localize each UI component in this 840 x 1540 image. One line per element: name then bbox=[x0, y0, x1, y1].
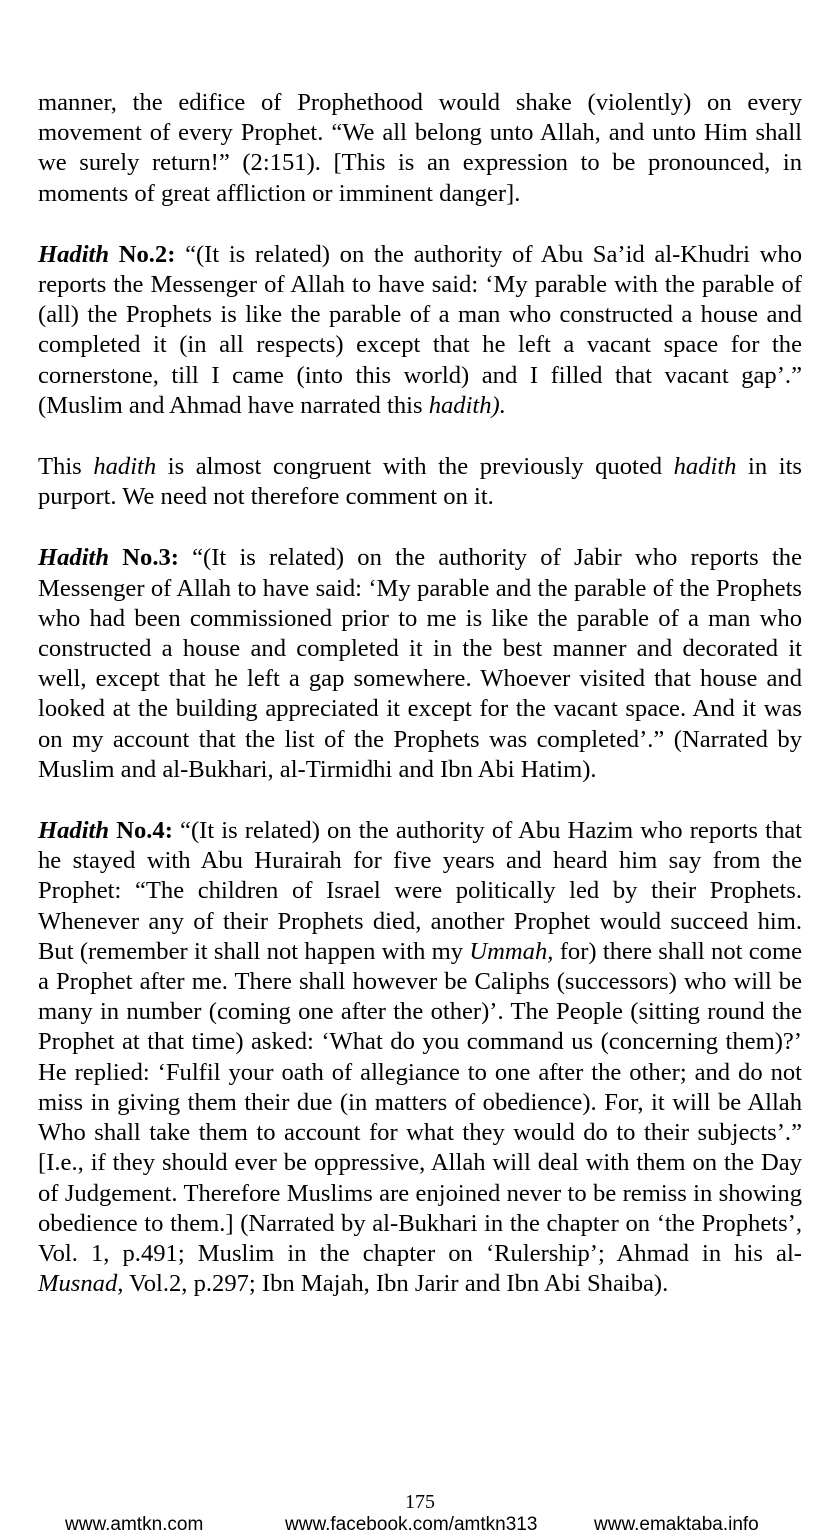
footer-link-amtkn[interactable]: www.amtkn.com bbox=[65, 1514, 204, 1535]
footer bbox=[0, 1514, 840, 1538]
paragraph-text: for) there shall not come a Prophet after me. There shall however be Caliphs (successors) who will be many in number (coming one after the other)’. The People (sitting round the Prophet at that time) asked: ‘What do you command us (concerning them)?’ He replied: ‘Fulfil your oath of allegiance to one after the other; and do not miss in giving them their due (in matters of obedience). For, it will be Allah Who shall take them to account for what they would do to their subjects’.” [I.e., if they should ever be oppressive, Allah will deal with them on the Day of Judgement. Therefore Muslims are enjoined never to be remiss in showing obedience to them.] (Narrated by al-Bukhari in the chapter on ‘the Prophets’, Vol. 1, p.491; Muslim in the chapter on ‘Rulership’; Ahmad in his al- bbox=[38, 937, 802, 1267]
italic-term: hadith). bbox=[428, 391, 506, 419]
hadith-label: Hadith bbox=[38, 240, 110, 268]
paragraph-text: “(It is related) on the authority of Abu Hazim who reports that he stayed with Abu Hurairah for five years and heard him say from the Prophet: “The children of Israel were politically led by their Prophets. Whenever any of their Prophets died, another Prophet would succeed him. But (remember it shall not happen with my bbox=[38, 817, 803, 965]
footer-link-facebook[interactable]: www.facebook.com/amtkn313 bbox=[285, 1514, 538, 1535]
paragraph-comment bbox=[38, 452, 802, 512]
italic-term: hadith bbox=[93, 453, 157, 481]
paragraph-intro bbox=[38, 88, 802, 209]
hadith-label: Hadith bbox=[38, 817, 110, 845]
paragraph-text: Vol.2, p.297; Ibn Majah, Ibn Jarir and Ibn Abi Shaiba). bbox=[123, 1270, 669, 1298]
paragraph-hadith-4 bbox=[38, 816, 802, 1299]
hadith-label: Hadith bbox=[38, 544, 110, 572]
paragraph-hadith-2 bbox=[38, 240, 802, 421]
page-number: 175 bbox=[405, 1491, 435, 1513]
italic-term: Musnad, bbox=[38, 1270, 124, 1298]
footer-link-emaktaba[interactable]: www.emaktaba.info bbox=[594, 1514, 759, 1535]
paragraph-text: in its purport. We need not therefore comment on it. bbox=[38, 453, 803, 511]
paragraph-text: This bbox=[38, 453, 94, 481]
page-body bbox=[38, 88, 802, 1330]
paragraph-text: manner, the edifice of Prophethood would shake (violently) on every movement of every Prophet. “We all belong unto Allah, and unto Him shall we surely return!” (2:151). [This is an expression to be pronounced, in moments of great affliction or imminent danger]. bbox=[38, 89, 802, 207]
hadith-number: No.3: bbox=[109, 544, 179, 572]
hadith-number: No.4: bbox=[109, 817, 173, 845]
paragraph-text: is almost congruent with the previously quoted bbox=[156, 453, 674, 481]
hadith-number: No.2: bbox=[109, 240, 176, 268]
italic-term: Ummah, bbox=[469, 937, 554, 965]
italic-term: hadith bbox=[673, 453, 737, 481]
paragraph-text: “(It is related) on the authority of Jabir who reports the Messenger of Allah to have said: ‘My parable and the parable of the Prophets who had been commissioned prior to me is like the parable of a man who constructed a house and completed it in the best manner and decorated it well, except that he left a gap somewhere. Whoever visited that house and looked at the building appreciated it except for the vacant space. And it was on my account that the list of the Prophets was completed’.” (Narrated by Muslim and al-Bukhari, al-Tirmidhi and Ibn Abi Hatim). bbox=[38, 544, 802, 783]
paragraph-text: “(It is related) on the authority of Abu Sa’id al-Khudri who reports the Messenger of Allah to have said: ‘My parable with the parable of (all) the Prophets is like the parable of a man who constructed a house and completed it (in all respects) except that he left a vacant space for the cornerstone, till I came (into this world) and I filled that vacant gap’.” (Muslim and Ahmad have narrated this bbox=[38, 240, 802, 419]
paragraph-hadith-3 bbox=[38, 543, 802, 785]
